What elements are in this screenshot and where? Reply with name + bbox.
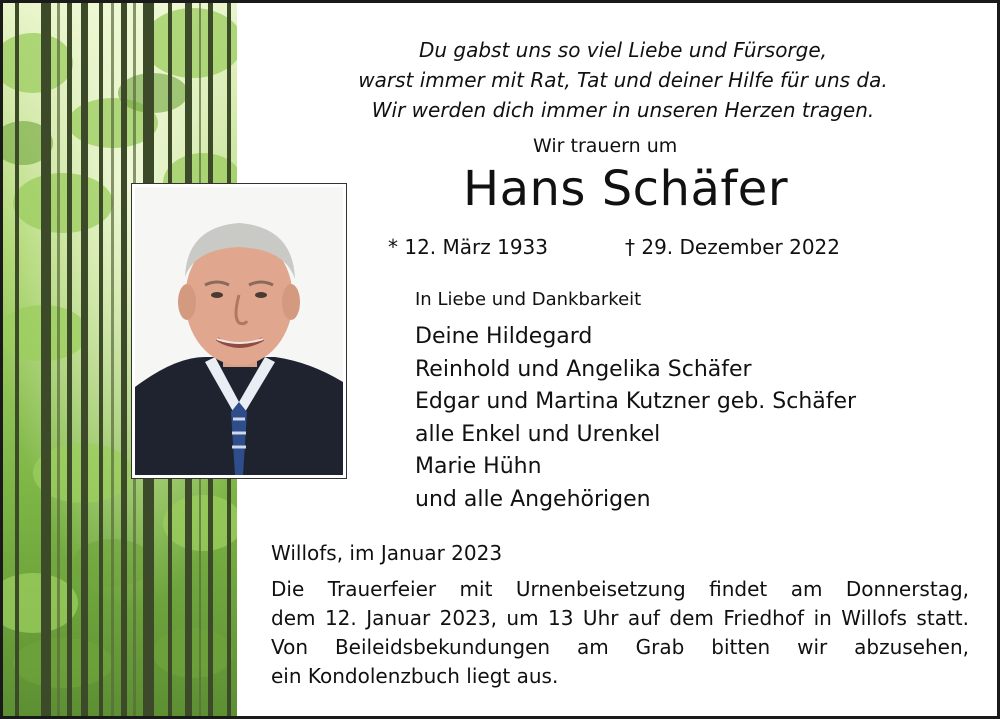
intro-text: Wir trauern um — [533, 135, 678, 157]
birth-date: * 12. März 1933 — [388, 235, 549, 259]
death-date: † 29. Dezember 2022 — [625, 235, 840, 259]
quote-line: warst immer mit Rat, Tat und deiner Hilfe für uns da. — [358, 68, 888, 92]
mourner-entry: Reinhold und Angelika Schäfer — [415, 356, 752, 382]
dedication-text: In Liebe und Dankbarkeit — [415, 289, 642, 310]
quote-line: Du gabst uns so viel Liebe und Fürsorge, — [418, 38, 828, 62]
portrait-illustration — [135, 187, 343, 475]
notice-line: Die Trauerfeier mit Urnenbeisetzung findet am Donnerstag, — [271, 577, 969, 601]
deceased-name: Hans Schäfer — [463, 161, 789, 217]
mourner-entry: Edgar und Martina Kutzner geb. Schäfer — [415, 389, 857, 415]
mourner-entry: alle Enkel und Urenkel — [415, 421, 661, 447]
notice-line: Von Beileidsbekundungen am Grab bitten wir abzusehen, — [271, 635, 969, 659]
place-and-date: Willofs, im Januar 2023 — [271, 541, 503, 565]
mourner-entry: Deine Hildegard — [415, 324, 593, 349]
notice-line: dem 12. Januar 2023, um 13 Uhr auf dem Friedhof in Willofs statt. — [271, 606, 969, 630]
notice-line: ein Kondolenzbuch liegt aus. — [271, 664, 559, 688]
mourners-list — [415, 321, 856, 517]
portrait-photo — [131, 183, 347, 479]
memorial-quote — [343, 35, 903, 125]
funeral-notice — [271, 575, 969, 691]
quote-line: Wir werden dich immer in unseren Herzen tragen. — [371, 98, 875, 122]
mourner-entry: und alle Angehörigen — [415, 486, 651, 512]
mourner-entry: Marie Hühn — [415, 454, 542, 480]
